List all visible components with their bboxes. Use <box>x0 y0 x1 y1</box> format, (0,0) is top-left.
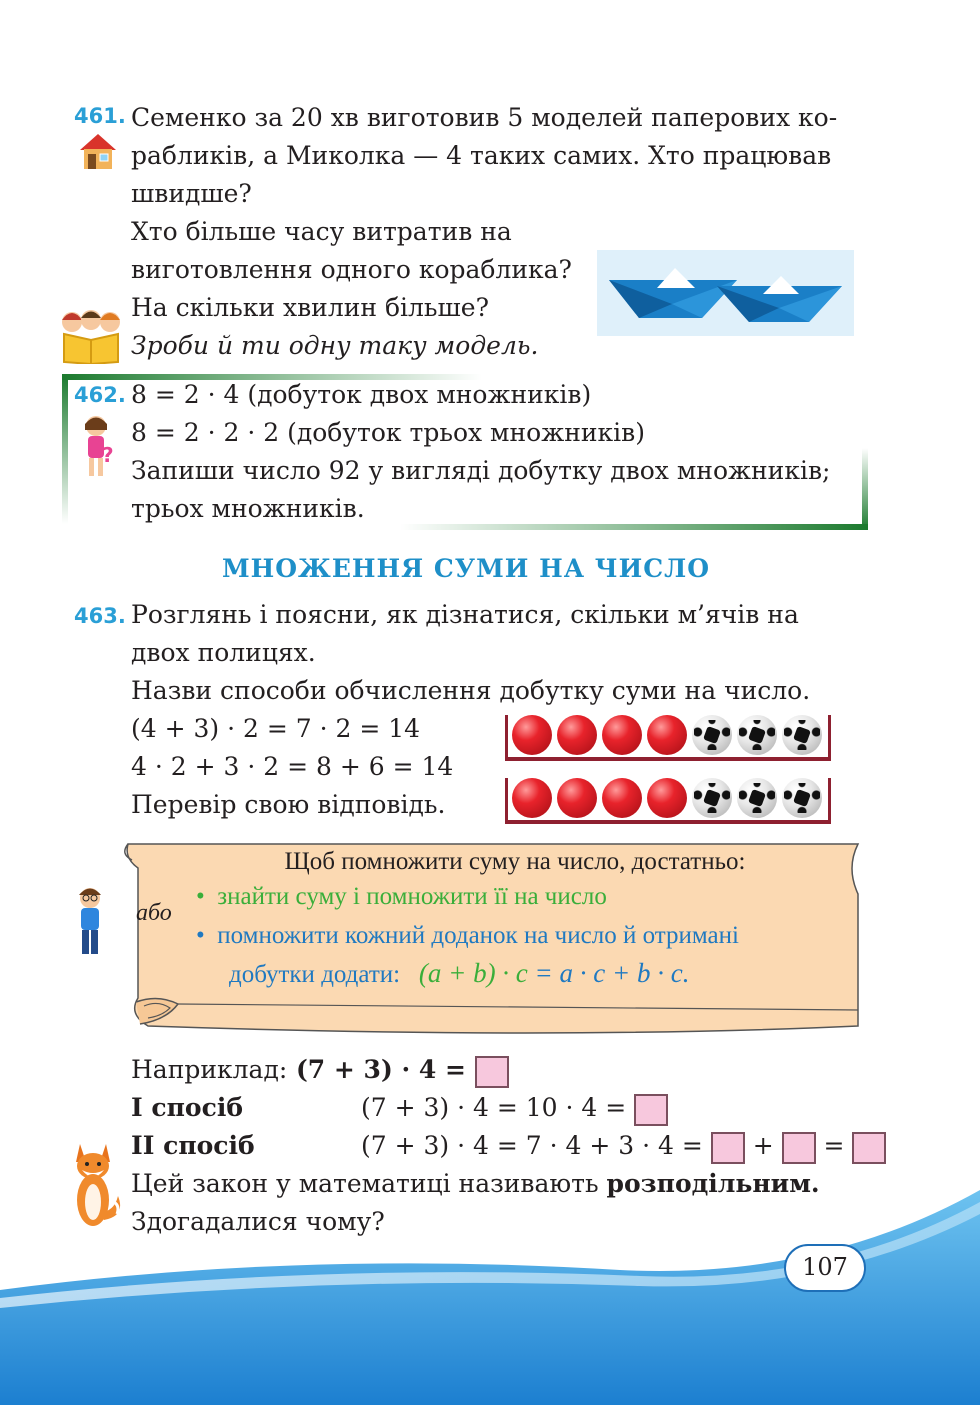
p461-line-2: рабликів, а Миколка — 4 таких самих. Хто працював <box>131 141 832 170</box>
p462-frame-right <box>862 448 868 530</box>
p462-frame-left <box>62 374 68 524</box>
law-name: розподільним. <box>606 1169 820 1198</box>
p463-line-5: 4 · 2 + 3 · 2 = 8 + 6 = 14 <box>131 752 454 781</box>
example-label: Наприклад: <box>131 1055 288 1084</box>
problem-number-461: 461. <box>74 104 126 128</box>
formula-left: (a + b) · c <box>418 958 528 988</box>
red-ball <box>512 715 552 755</box>
way-1-line <box>361 1089 668 1127</box>
red-ball <box>647 778 687 818</box>
paper-boats-image <box>597 250 854 336</box>
p461-line-1: Семенко за 20 хв виготовив 5 моделей паперових ко- <box>131 103 838 132</box>
p462-line-1: 8 = 2 · 4 (добуток двох множників) <box>131 380 592 409</box>
p463-line-1: Розглянь і поясни, як дізнатися, скільки м’ячів на <box>131 600 799 629</box>
page-number-badge <box>784 1244 866 1292</box>
way-2-line <box>361 1127 886 1165</box>
plus-sign: + <box>752 1131 774 1160</box>
way-1-expr: (7 + 3) · 4 = 10 · 4 = <box>361 1093 635 1122</box>
bottom-wave-decoration <box>0 1180 980 1405</box>
answer-box-5[interactable] <box>852 1132 886 1164</box>
equals-sign: = <box>823 1131 845 1160</box>
p462-frame-bottom <box>400 524 868 530</box>
bullet-dot: • <box>196 883 218 910</box>
soccer-ball <box>782 778 822 818</box>
section-heading: МНОЖЕННЯ СУМИ НА ЧИСЛО <box>221 554 710 583</box>
way-2-label: II спосіб <box>131 1131 255 1160</box>
boy-icon <box>72 886 108 958</box>
example-expr: (7 + 3) · 4 = <box>287 1055 475 1084</box>
answer-box-1[interactable] <box>475 1056 509 1088</box>
ball-shelf-bottom <box>505 778 831 824</box>
p461-line-5: виготовлення одного кораблика? <box>131 255 572 284</box>
law-text: Цей закон у математиці називають <box>131 1169 607 1198</box>
rule-bullet-1 <box>196 883 607 911</box>
p462-line-3: Запиши число 92 у вигляді добутку двох множників; <box>131 456 831 485</box>
page-number: 107 <box>802 1253 848 1281</box>
soccer-ball <box>737 715 777 755</box>
ball-shelf-top <box>505 715 831 761</box>
way-2-expr: (7 + 3) · 4 = 7 · 4 + 3 · 4 = <box>361 1131 711 1160</box>
rule-intro: Щоб помножити суму на число, достатньо: <box>284 848 746 875</box>
answer-box-2[interactable] <box>634 1094 668 1126</box>
red-ball <box>557 778 597 818</box>
svg-text:?: ? <box>102 443 114 467</box>
rule-or: або <box>136 900 172 926</box>
p463-line-2: двох полицях. <box>131 638 316 667</box>
answer-box-4[interactable] <box>782 1132 816 1164</box>
red-ball <box>647 715 687 755</box>
p461-line-3: швидше? <box>131 179 252 208</box>
p463-line-3: Назви способи обчислення добутку суми на число. <box>131 676 811 705</box>
rule-bullet-2 <box>196 922 739 950</box>
red-ball <box>602 715 642 755</box>
girl-question-icon <box>80 414 116 480</box>
p461-line-7: Зроби й ти одну таку модель. <box>131 331 539 360</box>
p461-line-6: На скільки хвилин більше? <box>131 293 489 322</box>
rule-bullet-1-text: знайти суму і помножити її на число <box>217 883 607 910</box>
rule-bullet-2-text: помножити кожний доданок на число й отримані <box>217 922 739 949</box>
red-ball <box>602 778 642 818</box>
soccer-ball <box>782 715 822 755</box>
problem-number-463: 463. <box>74 604 126 628</box>
red-ball <box>557 715 597 755</box>
example-line <box>131 1051 509 1089</box>
way-1-label: I спосіб <box>131 1093 243 1122</box>
p461-line-4: Хто більше часу витратив на <box>131 217 512 246</box>
children-reading-icon <box>58 308 124 364</box>
rule-formula-line <box>229 958 689 989</box>
soccer-ball <box>692 778 732 818</box>
soccer-ball <box>692 715 732 755</box>
answer-box-3[interactable] <box>711 1132 745 1164</box>
p463-line-6: Перевір свою відповідь. <box>131 790 446 819</box>
formula-right: = a · c + b · c. <box>527 958 690 988</box>
house-icon <box>78 132 118 172</box>
p463-line-4: (4 + 3) · 2 = 7 · 2 = 14 <box>131 714 421 743</box>
rule-bullet-2-cont: добутки додати: <box>229 961 401 988</box>
bullet-dot: • <box>196 922 218 949</box>
red-ball <box>512 778 552 818</box>
p462-line-4: трьох множників. <box>131 494 365 523</box>
question-line: Здогадалися чому? <box>131 1207 385 1236</box>
p462-line-2: 8 = 2 · 2 · 2 (добуток трьох множників) <box>131 418 645 447</box>
soccer-ball <box>737 778 777 818</box>
problem-number-462: 462. <box>74 383 126 407</box>
